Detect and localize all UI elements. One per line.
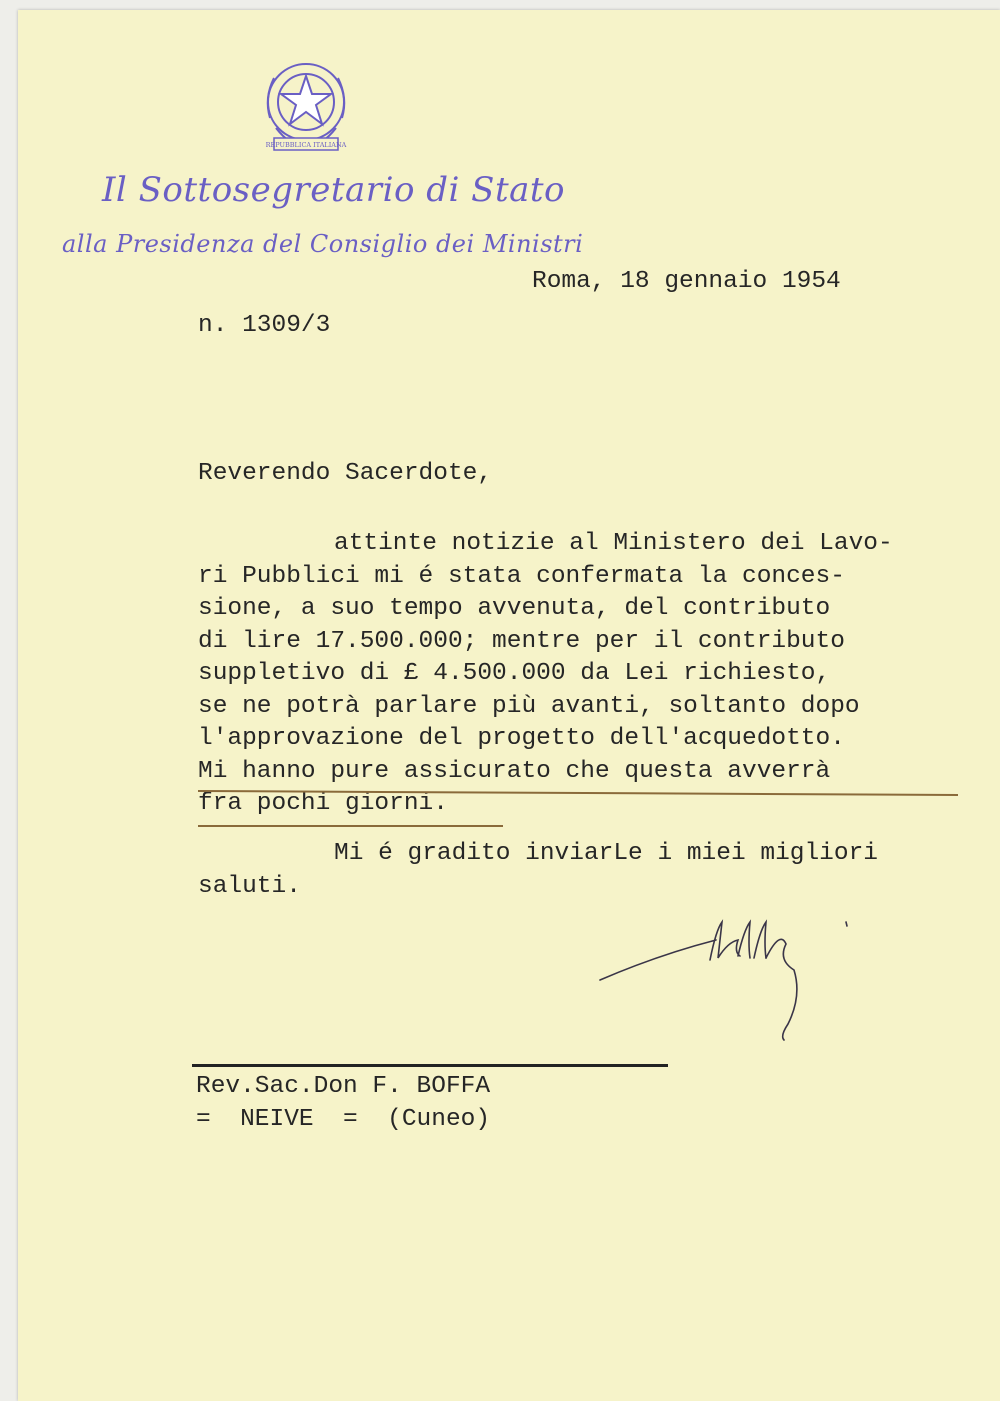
republic-emblem-icon (260, 58, 352, 158)
letterhead-subtitle: alla Presidenza del Consiglio dei Ministri (62, 230, 584, 258)
letter-date: Roma, 18 gennaio 1954 (532, 268, 841, 295)
salutation: Reverendo Sacerdote, (198, 460, 493, 487)
closing-line: Mi é gradito inviarLe i miei migliori (334, 840, 878, 867)
handwritten-underline (198, 825, 503, 827)
body-line: l'approvazione del progetto dell'acquedotto. (198, 725, 845, 752)
recipient-address (196, 1070, 490, 1136)
body-line: se ne potrà parlare più avanti, soltanto dopo (198, 692, 860, 720)
letter-body (198, 528, 893, 821)
handwritten-signature (598, 900, 858, 1050)
recipient-location: = NEIVE = (Cuneo) (196, 1106, 491, 1133)
letter-sheet (18, 10, 1000, 1401)
address-divider (192, 1064, 668, 1067)
emblem-motto: REPUBBLICA ITALIANA (265, 141, 347, 149)
body-line: suppletivo di £ 4.500.000 da Lei richiesto, (198, 660, 831, 687)
letter-closing (198, 838, 878, 903)
letterhead-title: Il Sottosegretario di Stato (102, 170, 566, 210)
body-line: di lire 17.500.000; mentre per il contributo (198, 627, 845, 655)
body-line: Mi hanno pure assicurato che questa avverrà (198, 757, 831, 785)
closing-line: saluti. (198, 872, 301, 900)
body-line: fra pochi giorni. (198, 790, 448, 817)
recipient-name: Rev.Sac.Don F. BOFFA (196, 1073, 491, 1100)
body-line: ri Pubblici mi é stata confermata la conces- (198, 562, 845, 590)
reference-number: n. 1309/3 (198, 312, 331, 339)
body-line: sione, a suo tempo avvenuta, del contributo (198, 595, 831, 622)
body-line: attinte notizie al Ministero dei Lavo- (334, 530, 893, 557)
